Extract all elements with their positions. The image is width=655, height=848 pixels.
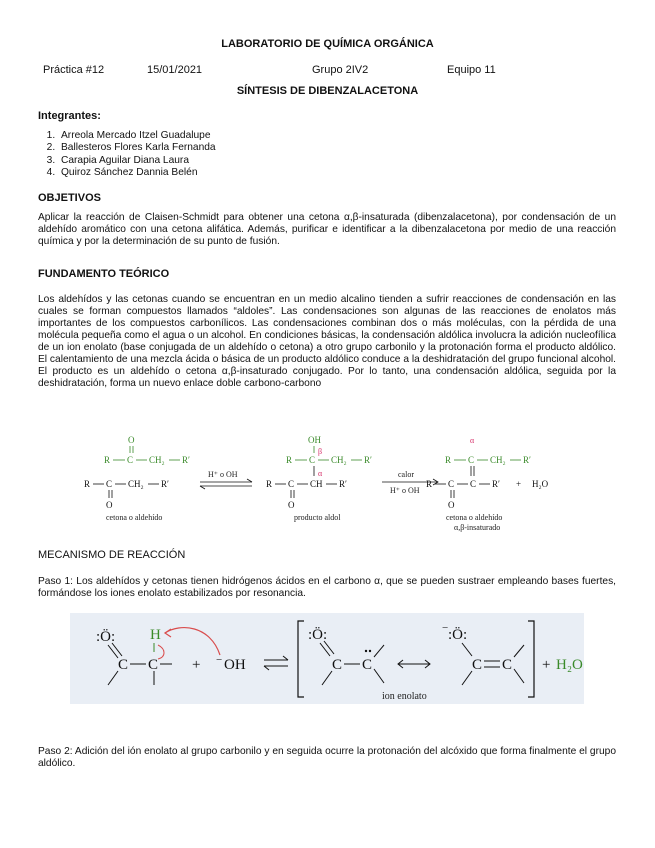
scheme-o-bottom: O (288, 500, 295, 510)
scheme-r: R (445, 455, 452, 465)
water-molecule: H₂O (556, 657, 583, 673)
scheme-r-prime: R′ (492, 479, 500, 489)
scheme-oh: OH (308, 435, 321, 445)
member-item: 2. Ballesteros Flores Karla Fernanda (58, 142, 420, 154)
arrow1-label: H⁺ o OH (208, 470, 238, 479)
group-label: Grupo 2IV2 (312, 64, 369, 76)
scheme-r: R (426, 479, 433, 489)
carbon-atom: C (118, 657, 129, 673)
scheme-c: C (470, 479, 477, 489)
scheme-ch: CH (310, 479, 323, 489)
carbon-atom: C (502, 657, 513, 673)
enolate-charge: − (442, 622, 449, 634)
scheme-water: H₂O (532, 479, 549, 489)
scheme-ch2: CH₂ (128, 479, 144, 489)
carbanion-carbon: C (362, 657, 373, 673)
scheme-plus: + (516, 479, 522, 489)
hydroxide: OH (224, 657, 246, 673)
scheme-r-prime: R′ (182, 455, 190, 465)
oxygen-lone-pairs: :Ö: (96, 629, 116, 645)
practice-number: Práctica #12 (43, 64, 105, 76)
plus-sign: + (192, 657, 201, 673)
beta-label: β (318, 447, 323, 456)
scheme-ch2: CH₂ (331, 455, 347, 465)
practice-date: 15/01/2021 (147, 64, 203, 76)
label-unsaturated-a: cetona o aldehído (446, 513, 503, 522)
scheme-ch2: CH₂ (490, 455, 506, 465)
label-unsaturated-b: α,β-insaturado (454, 523, 501, 532)
theory-heading: FUNDAMENTO TEÓRICO (38, 268, 170, 280)
scheme-r: R (84, 479, 91, 489)
step1-text: Paso 1: Los aldehídos y cetonas tienen hidrógenos ácidos en el carbono α, que se pueden sustraer empleando bases fuertes, formándose los iones enolato estabilizados por resonancia. (38, 576, 616, 599)
acidic-hydrogen: H (150, 627, 161, 643)
scheme-ch2: CH₂ (149, 455, 165, 465)
member-item: 1. Arreola Mercado Itzel Guadalupe (58, 130, 420, 142)
scheme-r-prime: R′ (339, 479, 347, 489)
scheme-c: C (448, 479, 455, 489)
enolate-mechanism-panel (70, 613, 584, 704)
team-label: Equipo 11 (447, 64, 496, 76)
practice-subtitle: SÍNTESIS DE DIBENZALACETONA (236, 85, 419, 97)
page-title: LABORATORIO DE QUÍMICA ORGÁNICA (221, 38, 434, 50)
oxygen-lone-pairs: :Ö: (308, 627, 328, 643)
scheme-c: C (127, 455, 134, 465)
theory-text: Los aldehídos y las cetonas cuando se encuentran en un medio alcalino tienden a sufrir reacciones de condensación en las cuales se forman compuestos llamados “aldoles”. Las condensaciones son algunas de las reacciones de enolatos más importantes de los compuestos carbonílicos. Las condensaciones combinan dos o más moléculas, con la pérdida de una molécula pequeña como el agua o un alcohol. En condiciones básicas, la condensación aldólica involucra la adición nucleofílica de un ion enolato (base conjugada de un aldehído o cetona) a otro grupo carbonilo y la protonación forma el producto aldólico. El calentamiento de una mezcla ácida o básica de un producto aldólico conduce a la deshidratación del grupo funcional alcohol. El producto es un aldehído o cetona α,β-insaturado conjugado. Por lo tanto, una condensación aldólica, seguida por la deshidratación, forma un nuevo enlace doble carbono-carbono (38, 294, 616, 389)
alpha-label: α (318, 469, 323, 478)
scheme-r-prime: R′ (161, 479, 169, 489)
scheme-r: R (286, 455, 293, 465)
label-aldol: producto aldol (294, 513, 341, 522)
arrow2-bottom-label: H⁺ o OH (390, 486, 420, 495)
plus-sign: + (542, 657, 551, 673)
scheme-o-bottom: O (448, 500, 455, 510)
carbon-atom: C (332, 657, 343, 673)
scheme-r-prime: R′ (364, 455, 372, 465)
scheme-c: C (106, 479, 113, 489)
objectives-text: Aplicar la reacción de Claisen-Schmidt para obtener una cetona α,β-insaturada (dibenzalacetona), por condensación de un aldehído aromático con una cetona alifática. Además, purificar e identificar a la dibenzalacetona por medio de una reacción química y por la determinación de su punto de fusión. (38, 212, 616, 247)
step2-text: Paso 2: Adición del ión enolato al grupo carbonilo y en seguida ocurre la protonación del alcóxido que forma finalmente el grupo aldólico. (38, 746, 616, 769)
enolate-label: ion enolato (382, 691, 427, 702)
oxygen-lone-pairs: :Ö: (448, 627, 468, 643)
objectives-heading: OBJETIVOS (38, 192, 101, 204)
scheme-r-prime: R′ (523, 455, 531, 465)
label-carbonyl: cetona o aldehído (106, 513, 163, 522)
member-item: 3. Carapia Aguilar Diana Laura (58, 155, 420, 167)
scheme-c: C (288, 479, 295, 489)
alpha-beta-mark: α (470, 436, 475, 445)
members-heading: Integrantes: (38, 110, 101, 122)
arrow2-top-label: calor (398, 470, 414, 479)
enolate-mechanism-figure (70, 613, 584, 704)
carbon-atom: C (148, 657, 159, 673)
hydroxide-charge: − (216, 654, 223, 666)
scheme-r: R (266, 479, 273, 489)
member-item: 4. Quiroz Sánchez Dannia Belén (58, 167, 420, 179)
scheme-r: R (104, 455, 111, 465)
members-list (20, 130, 420, 179)
scheme-c: C (309, 455, 316, 465)
aldol-condensation-scheme (70, 432, 590, 542)
scheme-o-top: O (128, 435, 135, 445)
mechanism-heading: MECANISMO DE REACCIÓN (38, 549, 186, 561)
carbon-atom: C (472, 657, 483, 673)
scheme-o-bottom: O (106, 500, 113, 510)
scheme-c: C (468, 455, 475, 465)
